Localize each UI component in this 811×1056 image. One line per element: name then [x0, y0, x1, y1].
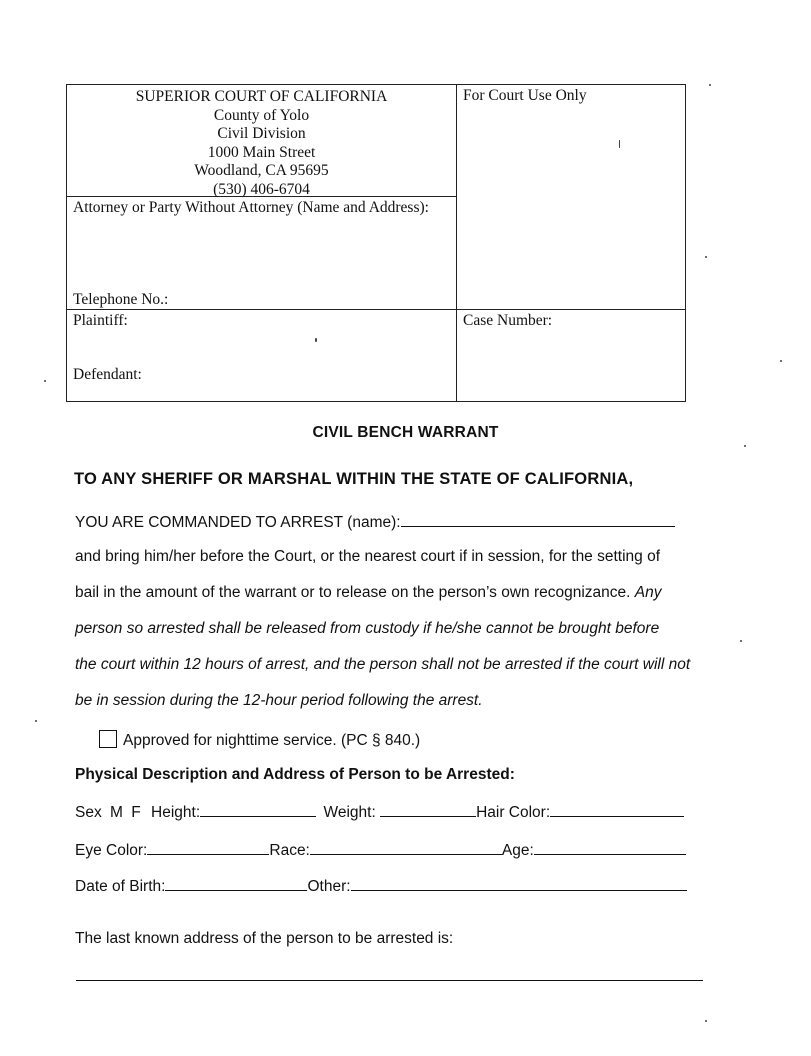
scan-speck: [35, 720, 37, 722]
body-line-4: the court within 12 hours of arrest, and the person shall not be arrested if the court will not: [75, 656, 691, 673]
attorney-field[interactable]: [67, 197, 457, 310]
plaintiff-label: Plaintiff:: [73, 312, 128, 329]
body-line-3: person so arrested shall be released from custody if he/she cannot be brought before: [75, 620, 660, 637]
court-city: Woodland, CA 95695: [194, 162, 329, 180]
scan-speck: [315, 338, 317, 342]
command-label: YOU ARE COMMANDED TO ARREST (name):: [75, 514, 401, 531]
height-label: Height:: [151, 804, 201, 821]
scan-speck: [744, 445, 746, 447]
caption-table: [66, 84, 686, 402]
body-line-2-italic: Any: [634, 584, 662, 601]
sex-m-option[interactable]: M: [110, 804, 123, 821]
weight-label: Weight:: [323, 804, 376, 821]
race-label: Race:: [269, 842, 310, 859]
court-street: 1000 Main Street: [207, 143, 316, 161]
body-line-2: [75, 584, 662, 602]
court-use-label: For Court Use Only: [463, 87, 587, 104]
body-line-1: and bring him/her before the Court, or the nearest court if in session, for the setting of: [75, 548, 661, 565]
description-row-2: [75, 840, 686, 860]
description-row-1: [75, 802, 684, 822]
nighttime-label: Approved for nighttime service. (PC § 840.): [123, 732, 421, 749]
eye-color-field[interactable]: [147, 840, 269, 855]
court-division: Civil Division: [217, 125, 306, 143]
telephone-label: Telephone No.:: [73, 291, 169, 308]
attorney-label: Attorney or Party Without Attorney (Name and Address):: [73, 199, 429, 216]
court-phone: (530) 406-6704: [213, 180, 310, 198]
sex-label: Sex: [75, 804, 102, 821]
scan-speck: [740, 640, 742, 642]
parties-field[interactable]: [67, 310, 457, 402]
age-field[interactable]: [534, 840, 686, 855]
age-label: Age:: [501, 842, 534, 859]
description-row-3: [75, 876, 687, 896]
other-field[interactable]: [351, 876, 687, 891]
body-line-5: be in session during the 12-hour period following the arrest.: [75, 692, 483, 709]
height-field[interactable]: [200, 802, 316, 817]
court-name: SUPERIOR COURT OF CALIFORNIA: [135, 88, 388, 105]
body-line-2-text: bail in the amount of the warrant or to release on the person’s own recognizance.: [75, 584, 631, 601]
nighttime-row: [99, 730, 420, 750]
race-field[interactable]: [310, 840, 502, 855]
scan-speck: [705, 256, 707, 258]
court-info: [67, 85, 457, 197]
other-label: Other:: [307, 878, 351, 895]
case-number-label: Case Number:: [463, 312, 553, 329]
arrest-name-field[interactable]: [401, 512, 675, 527]
sex-f-option[interactable]: F: [131, 804, 141, 821]
scan-speck: [44, 380, 46, 382]
scan-speck: [780, 360, 782, 362]
nighttime-checkbox[interactable]: [99, 730, 117, 748]
court-use-box[interactable]: [457, 85, 686, 310]
addressee-line: TO ANY SHERIFF OR MARSHAL WITHIN THE STATE OF CALIFORNIA,: [74, 470, 634, 488]
hair-color-label: Hair Color:: [476, 804, 551, 821]
address-label: The last known address of the person to be arrested is:: [75, 930, 454, 947]
defendant-label: Defendant:: [73, 366, 142, 383]
dob-label: Date of Birth:: [75, 878, 166, 895]
case-number-field[interactable]: [457, 310, 686, 402]
description-heading: Physical Description and Address of Person to be Arrested:: [75, 766, 515, 783]
document-title: CIVIL BENCH WARRANT: [312, 424, 499, 441]
court-county: County of Yolo: [213, 106, 310, 124]
hair-color-field[interactable]: [550, 802, 684, 817]
scan-speck: [709, 84, 711, 86]
dob-field[interactable]: [165, 876, 307, 891]
address-field[interactable]: [76, 980, 703, 981]
command-line: [75, 512, 675, 532]
weight-field[interactable]: [380, 802, 476, 817]
eye-color-label: Eye Color:: [75, 842, 148, 859]
scan-speck: [619, 140, 620, 148]
scan-speck: [705, 1020, 707, 1022]
